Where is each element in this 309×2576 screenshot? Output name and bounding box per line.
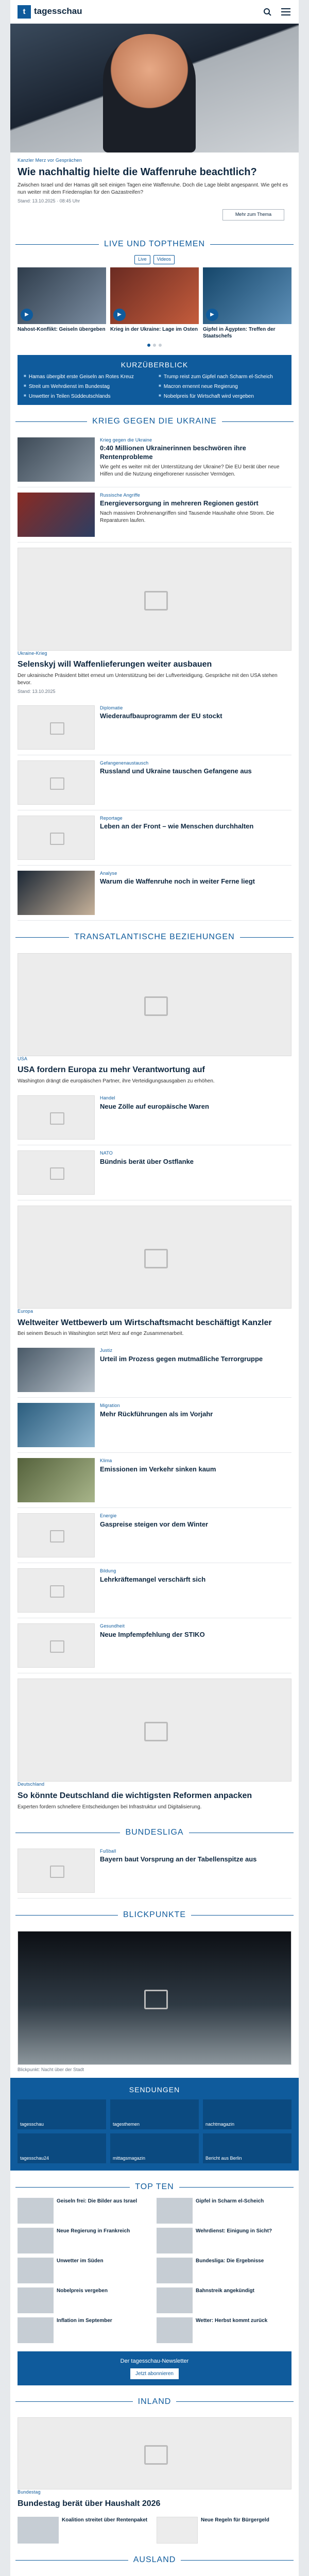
article-topline: Energie [100, 1513, 117, 1519]
big-topline: USA [18, 1056, 28, 1061]
hero-teaser[interactable] [10, 24, 299, 228]
image-placeholder [18, 816, 95, 860]
article-title[interactable]: Lehrkräftemangel verschärft sich [100, 1575, 206, 1584]
site-header [10, 0, 299, 24]
play-icon[interactable]: ▶ [206, 309, 218, 321]
topten-title: Neue Regierung in Frankreich [57, 2228, 130, 2234]
image-placeholder [18, 1679, 291, 1782]
topten-title: Gipfel in Scharm el-Scheich [196, 2198, 264, 2205]
article-title[interactable]: Neue Zölle auf europäische Waren [100, 1102, 209, 1110]
badge-videos[interactable]: Videos [153, 255, 175, 264]
misc-article-list [10, 1343, 299, 1673]
video-carousel [10, 267, 299, 340]
sendung-label: nachtmagazin [205, 2121, 235, 2127]
small-teaser[interactable] [157, 2517, 291, 2544]
big-teaser-text: Experten fordern schnellere Entscheidungen bei Infrastruktur und Digitalisierung. [18, 1804, 202, 1810]
blickpunkte-slider[interactable] [10, 1926, 299, 2078]
carousel-dot[interactable] [159, 344, 162, 347]
newsletter-title: Der tagesschau-Newsletter [120, 2358, 189, 2365]
big-teaser[interactable] [10, 543, 299, 700]
article-row[interactable] [18, 1145, 291, 1200]
kurzueberblick-item[interactable]: ■ Streit um Wehrdienst im Bundestag [24, 383, 150, 390]
section-heading-ukraine: KRIEG GEGEN DIE UKRAINE [10, 416, 299, 427]
sendung-label: tagesschau24 [20, 2155, 49, 2161]
article-thumbnail [18, 493, 95, 537]
article-row[interactable] [18, 487, 291, 543]
article-topline: Analyse [100, 870, 117, 876]
article-title[interactable]: Bündnis berät über Ostflanke [100, 1157, 194, 1165]
big-topline: Ukraine-Krieg [18, 650, 47, 656]
article-title[interactable]: Russland und Ukraine tauschen Gefangene aus [100, 767, 252, 775]
article-topline: Klima [100, 1458, 112, 1464]
topten-thumbnail [18, 2317, 54, 2343]
image-placeholder [18, 1150, 95, 1195]
article-title[interactable]: Neue Impfempfehlung der STIKO [100, 1631, 205, 1639]
topten-item[interactable] [157, 2317, 291, 2343]
logo-mark-icon: t [18, 5, 31, 19]
topten-thumbnail [18, 2287, 54, 2313]
kurzueberblick-item[interactable]: ■ Trump reist zum Gipfel nach Scharm el-Scheich [159, 374, 285, 380]
topten-item[interactable] [18, 2198, 152, 2224]
article-topline: Russische Angriffe [100, 492, 140, 498]
kurzueberblick-item[interactable]: ■ Unwetter in Teilen Süddeutschlands [24, 393, 150, 400]
big-teaser-text: Bei seinem Besuch in Washington setzt Merz auf enge Zusammenarbeit. [18, 1331, 184, 1337]
image-placeholder [18, 1623, 95, 1668]
image-placeholder [18, 705, 95, 750]
topten-item[interactable] [18, 2287, 152, 2313]
sendung-tile[interactable] [203, 2133, 291, 2163]
article-title[interactable]: Leben an der Front – wie Menschen durchhalten [100, 822, 254, 831]
section-heading-inland: INLAND [10, 2397, 299, 2408]
play-icon[interactable]: ▶ [113, 309, 126, 321]
image-placeholder [18, 1095, 95, 1140]
section-heading-topten: TOP TEN [10, 2182, 299, 2193]
article-title[interactable]: Wiederaufbauprogramm der EU stockt [100, 712, 222, 720]
topten-item[interactable] [18, 2228, 152, 2253]
blickpunkte-caption: Blickpunkt: Nacht über der Stadt [18, 2066, 84, 2072]
topten-thumbnail [18, 2198, 54, 2224]
image-placeholder [18, 760, 95, 805]
big-title[interactable]: USA fordern Europa zu mehr Verantwortung auf [18, 1065, 205, 1075]
article-row[interactable] [18, 866, 291, 921]
sendungen-heading: SENDUNGEN [129, 2086, 180, 2094]
topten-thumbnail [157, 2198, 193, 2224]
article-thumbnail [18, 437, 95, 482]
article-row[interactable] [18, 810, 291, 866]
article-title[interactable]: 0:40 Millionen Ukrainerinnen beschwören ihre Rentenprobleme [100, 444, 246, 461]
kurzueberblick-item[interactable]: ■ Hamas übergibt erste Geiseln an Rotes Kreuz [24, 374, 150, 380]
article-row[interactable] [18, 1508, 291, 1563]
sendung-tile[interactable] [18, 2133, 106, 2163]
article-thumbnail [18, 1403, 95, 1447]
article-title[interactable]: Emissionen im Verkehr sinken kaum [100, 1465, 216, 1473]
search-icon[interactable] [262, 6, 273, 18]
section-heading-live: LIVE UND TOPTHEMEN [10, 239, 299, 250]
sendung-label: tagesthemen [113, 2121, 140, 2127]
small-teaser[interactable] [18, 2517, 152, 2544]
sendung-tile[interactable] [203, 2099, 291, 2129]
article-topline: Gesundheit [100, 1623, 125, 1629]
newsletter-button[interactable]: Jetzt abonnieren [130, 2368, 179, 2379]
section-heading-bundesliga: BUNDESLIGA [10, 1827, 299, 1838]
play-icon[interactable]: ▶ [21, 309, 33, 321]
big-topline: Deutschland [18, 1782, 45, 1787]
hero-title[interactable]: Wie nachhaltig hielte die Waffenruhe beachtlich? [18, 166, 257, 178]
article-thumbnail [18, 1348, 95, 1392]
topten-item[interactable] [157, 2258, 291, 2283]
article-topline: NATO [100, 1150, 113, 1156]
article-topline: Fußball [100, 1848, 116, 1854]
topten-title: Nobelpreis vergeben [57, 2288, 108, 2294]
small-teaser-thumbnail [18, 2517, 59, 2544]
article-row[interactable] [18, 1563, 291, 1618]
article-thumbnail [18, 1458, 95, 1502]
topten-thumbnail [157, 2228, 193, 2253]
hero-topline: Kanzler Merz vor Gesprächen [18, 158, 82, 163]
article-title[interactable]: Urteil im Prozess gegen mutmaßliche Terrorgruppe [100, 1355, 263, 1363]
big-teaser-text: Washington drängt die europäischen Partner, ihre Verteidigungsausgaben zu erhöhen. [18, 1078, 215, 1084]
big-teaser[interactable] [10, 2571, 299, 2576]
logo-text: tagesschau [34, 6, 82, 16]
article-row[interactable] [18, 700, 291, 755]
article-row[interactable] [18, 432, 291, 487]
big-title[interactable]: So könnte Deutschland die wichtigsten Reformen anpacken [18, 1791, 252, 1801]
sendung-label: Bericht aus Berlin [205, 2155, 242, 2161]
sendung-tile[interactable] [110, 2133, 199, 2163]
newsletter-box [18, 2351, 291, 2385]
topten-item[interactable] [157, 2198, 291, 2224]
article-thumbnail [18, 871, 95, 915]
article-row[interactable] [18, 1343, 291, 1398]
sendung-tile[interactable] [110, 2099, 199, 2129]
article-row[interactable] [18, 1843, 291, 1899]
article-topline: Justiz [100, 1348, 113, 1353]
article-topline: Diplomatie [100, 705, 123, 710]
big-topline: Europa [18, 1308, 33, 1314]
image-placeholder [18, 1206, 291, 1309]
topten-item[interactable] [157, 2287, 291, 2313]
topten-thumbnail [157, 2258, 193, 2283]
article-topline: Reportage [100, 815, 123, 821]
article-title[interactable]: Energieversorgung in mehreren Regionen gestört [100, 499, 259, 507]
big-meta: Stand: 13.10.2025 [18, 689, 56, 694]
article-topline: Handel [100, 1095, 115, 1100]
topten-item[interactable] [18, 2317, 152, 2343]
article-title[interactable]: Gaspreise steigen vor dem Winter [100, 1520, 209, 1529]
article-topline: Gefangenenaustausch [100, 760, 149, 766]
image-placeholder [18, 953, 291, 1056]
article-title[interactable]: Mehr Rückführungen als im Vorjahr [100, 1410, 213, 1418]
sendung-label: tagesschau [20, 2121, 44, 2127]
image-placeholder [18, 548, 291, 651]
section-heading-transatlantic: TRANSATLANTISCHE BEZIEHUNGEN [10, 932, 299, 943]
menu-icon[interactable] [280, 6, 291, 18]
carousel-caption: Krieg in der Ukraine: Lage im Osten [110, 326, 198, 332]
small-teaser-title: Koalition streitet über Rentenpaket [62, 2517, 148, 2523]
carousel-item[interactable] [18, 267, 106, 340]
big-title[interactable]: Weltweiter Wettbewerb um Wirtschaftsmacht beschäftigt Kanzler [18, 1318, 272, 1327]
big-title[interactable]: Bundestag berät über Haushalt 2026 [18, 2499, 161, 2508]
sendung-label: mittagsmagazin [113, 2155, 146, 2161]
topten-title: Inflation im September [57, 2318, 112, 2324]
article-topline: Krieg gegen die Ukraine [100, 437, 152, 443]
hero-meta: Stand: 13.10.2025 · 08:45 Uhr [18, 198, 80, 204]
image-placeholder [18, 2417, 291, 2489]
topten-thumbnail [157, 2287, 193, 2313]
carousel-caption: Gipfel in Ägypten: Treffen der Staatschefs [203, 326, 276, 339]
big-teaser-text: Der ukrainische Präsident bittet erneut um Unterstützung bei der Luftverteidigung. Gespräche mit den USA stehen bevor. [18, 673, 278, 686]
carousel-item[interactable] [110, 267, 199, 340]
article-teaser: Nach massiven Drohnenangriffen sind Tausende Haushalte ohne Strom. Die Reparaturen laufen. [100, 511, 274, 524]
topten-title: Bundesliga: Die Ergebnisse [196, 2258, 264, 2264]
topten-item[interactable] [18, 2258, 152, 2283]
carousel-dot[interactable] [153, 344, 156, 347]
big-title[interactable]: Selenskyj will Waffenlieferungen weiter ausbauen [18, 660, 212, 669]
article-row[interactable] [18, 1453, 291, 1508]
article-row[interactable] [18, 1618, 291, 1673]
logo[interactable] [18, 5, 82, 19]
kurzueberblick-box [18, 355, 291, 405]
topten-title: Wetter: Herbst kommt zurück [196, 2318, 268, 2324]
topten-item[interactable] [157, 2228, 291, 2253]
topten-thumbnail [18, 2258, 54, 2283]
image-placeholder [18, 1849, 95, 1893]
article-row[interactable] [18, 1090, 291, 1145]
hero-teaser-text: Zwischen Israel und der Hamas gilt seit einigen Tagen eine Waffenruhe. Doch die Lage bleibt angespannt. Wie geht es nun weiter mit dem Friedensplan für den Gazastreifen? [18, 182, 288, 195]
section-heading-ausland: AUSLAND [10, 2555, 299, 2566]
big-teaser[interactable] [10, 1200, 299, 1343]
image-placeholder [157, 2517, 198, 2544]
small-teaser-title: Neue Regeln für Bürgergeld [201, 2517, 269, 2523]
carousel-item[interactable] [203, 267, 291, 340]
sendungen-box [10, 2078, 299, 2171]
carousel-dot[interactable] [147, 344, 150, 347]
image-placeholder [18, 1513, 95, 1557]
big-teaser[interactable] [10, 948, 299, 1090]
big-topline: Bundestag [18, 2489, 41, 2495]
topten-title: Wehrdienst: Einigung in Sicht? [196, 2228, 272, 2234]
topten-title: Geiseln frei: Die Bilder aus Israel [57, 2198, 138, 2205]
big-teaser[interactable] [10, 1673, 299, 1816]
badge-live[interactable]: Live [134, 255, 150, 264]
kurzueberblick-item[interactable]: ■ Macron ernennt neue Regierung [159, 383, 285, 390]
blickpunkte-image [18, 1931, 291, 2065]
article-topline: Bildung [100, 1568, 116, 1574]
hero-image [10, 24, 299, 152]
big-teaser[interactable] [10, 2412, 299, 2516]
article-row[interactable] [18, 755, 291, 810]
carousel-dots [10, 344, 299, 347]
topten-thumbnail [18, 2228, 54, 2253]
topten-title: Unwetter im Süden [57, 2258, 104, 2264]
image-placeholder [18, 1568, 95, 1613]
hero-more-button[interactable]: Mehr zum Thema [222, 209, 284, 221]
section-heading-blickpunkte: BLICKPUNKTE [10, 1910, 299, 1921]
article-teaser: Wie geht es weiter mit der Unterstützung der Ukraine? Die EU berät über neue Hilfen und die Nutzung eingefrorener russischer Vermögen. [100, 464, 280, 477]
carousel-caption: Nahost-Konflikt: Geiseln übergeben [18, 326, 106, 332]
sendung-tile[interactable] [18, 2099, 106, 2129]
article-title[interactable]: Warum die Waffenruhe noch in weiter Ferne liegt [100, 877, 255, 886]
article-topline: Migration [100, 1403, 120, 1409]
article-title[interactable]: Bayern baut Vorsprung an der Tabellenspitze aus [100, 1855, 257, 1863]
topten-title: Bahnstreik angekündigt [196, 2288, 254, 2294]
kurzueberblick-item[interactable]: ■ Nobelpreis für Wirtschaft wird vergeben [159, 393, 285, 400]
article-row[interactable] [18, 1398, 291, 1453]
topten-thumbnail [157, 2317, 193, 2343]
kurzueberblick-heading: KURZÜBERBLICK [121, 360, 188, 369]
